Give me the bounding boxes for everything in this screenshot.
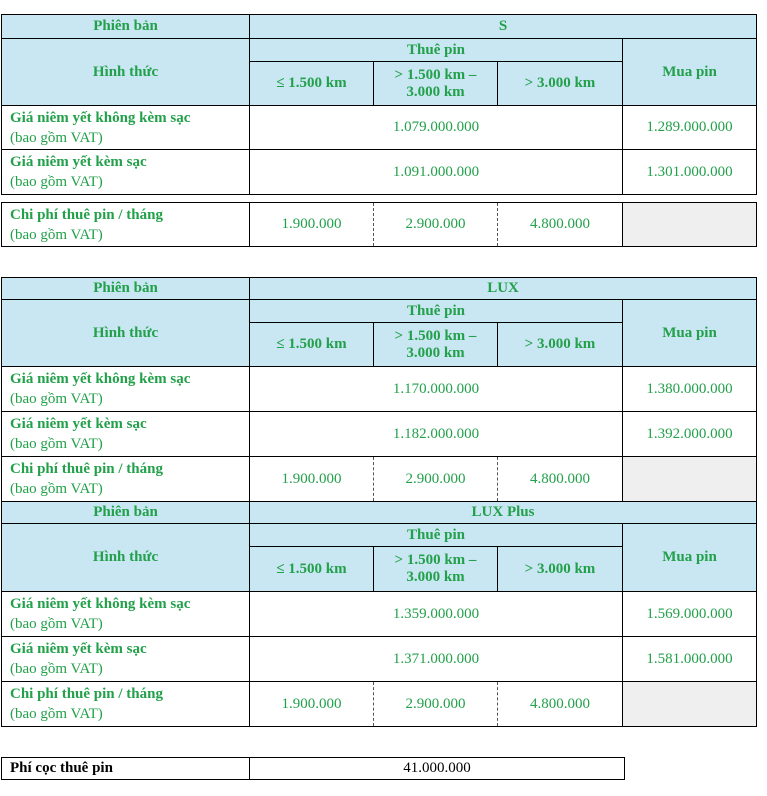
version-name: S bbox=[250, 15, 757, 39]
price-with-charger-rent: 1.371.000.000 bbox=[250, 637, 623, 682]
row-label-with-charger: Giá niêm yết kèm sạc (bao gồm VAT) bbox=[2, 412, 250, 457]
header-hinh-thuc: Hình thức bbox=[2, 300, 250, 367]
price-no-charger-buy: 1.380.000.000 bbox=[623, 367, 757, 412]
version-name: LUX bbox=[250, 278, 757, 300]
row-label-rent: Chi phí thuê pin / tháng (bao gồm VAT) bbox=[2, 682, 250, 727]
price-no-charger-rent: 1.170.000.000 bbox=[250, 367, 623, 412]
rent-tier-1: 1.900.000 bbox=[250, 457, 374, 502]
row-label-with-charger: Giá niêm yết kèm sạc (bao gồm VAT) bbox=[2, 637, 250, 682]
header-tier-1: ≤ 1.500 km bbox=[250, 547, 374, 592]
rent-tier-2: 2.900.000 bbox=[374, 203, 498, 247]
header-thue-pin: Thuê pin bbox=[250, 300, 623, 323]
price-with-charger-buy: 1.581.000.000 bbox=[623, 637, 757, 682]
row-label-no-charger: Giá niêm yết không kèm sạc (bao gồm VAT) bbox=[2, 592, 250, 637]
price-table-s bbox=[1, 14, 757, 247]
header-mua-pin: Mua pin bbox=[623, 300, 757, 367]
header-mua-pin: Mua pin bbox=[623, 524, 757, 592]
rent-tier-3: 4.800.000 bbox=[498, 203, 623, 247]
rent-tier-3: 4.800.000 bbox=[498, 457, 623, 502]
price-with-charger-buy: 1.392.000.000 bbox=[623, 412, 757, 457]
spacer bbox=[2, 195, 757, 203]
header-tier-3: > 3.000 km bbox=[498, 547, 623, 592]
price-with-charger-buy: 1.301.000.000 bbox=[623, 150, 757, 195]
price-no-charger-rent: 1.079.000.000 bbox=[250, 106, 623, 150]
header-tier-3: > 3.000 km bbox=[498, 62, 623, 106]
header-hinh-thuc: Hình thức bbox=[2, 524, 250, 592]
header-phien-ban: Phiên bản bbox=[2, 278, 250, 300]
row-label-rent: Chi phí thuê pin / tháng (bao gồm VAT) bbox=[2, 203, 250, 247]
header-tier-2: > 1.500 km – 3.000 km bbox=[374, 62, 498, 106]
header-hinh-thuc: Hình thức bbox=[2, 39, 250, 106]
rent-buy-empty bbox=[623, 682, 757, 727]
header-thue-pin: Thuê pin bbox=[250, 39, 623, 62]
rent-buy-empty bbox=[623, 457, 757, 502]
row-label-rent: Chi phí thuê pin / tháng (bao gồm VAT) bbox=[2, 457, 250, 502]
header-tier-1: ≤ 1.500 km bbox=[250, 62, 374, 106]
row-label-no-charger: Giá niêm yết không kèm sạc (bao gồm VAT) bbox=[2, 106, 250, 150]
price-with-charger-rent: 1.182.000.000 bbox=[250, 412, 623, 457]
price-no-charger-rent: 1.359.000.000 bbox=[250, 592, 623, 637]
deposit-value: 41.000.000 bbox=[250, 758, 625, 780]
header-tier-1: ≤ 1.500 km bbox=[250, 323, 374, 367]
header-tier-3: > 3.000 km bbox=[498, 323, 623, 367]
header-phien-ban: Phiên bản bbox=[2, 15, 250, 39]
rent-tier-3: 4.800.000 bbox=[498, 682, 623, 727]
price-no-charger-buy: 1.569.000.000 bbox=[623, 592, 757, 637]
rent-tier-2: 2.900.000 bbox=[374, 682, 498, 727]
rent-tier-2: 2.900.000 bbox=[374, 457, 498, 502]
price-no-charger-buy: 1.289.000.000 bbox=[623, 106, 757, 150]
row-label-with-charger: Giá niêm yết kèm sạc (bao gồm VAT) bbox=[2, 150, 250, 195]
header-mua-pin: Mua pin bbox=[623, 39, 757, 106]
rent-tier-1: 1.900.000 bbox=[250, 682, 374, 727]
row-label-no-charger: Giá niêm yết không kèm sạc (bao gồm VAT) bbox=[2, 367, 250, 412]
header-tier-2: > 1.500 km – 3.000 km bbox=[374, 323, 498, 367]
deposit-label: Phí cọc thuê pin bbox=[2, 758, 250, 780]
version-name: LUX Plus bbox=[250, 502, 757, 524]
price-with-charger-rent: 1.091.000.000 bbox=[250, 150, 623, 195]
header-thue-pin: Thuê pin bbox=[250, 524, 623, 547]
header-tier-2: > 1.500 km – 3.000 km bbox=[374, 547, 498, 592]
rent-buy-empty bbox=[623, 203, 757, 247]
deposit-table bbox=[1, 757, 625, 780]
price-table-lux bbox=[1, 277, 757, 727]
rent-tier-1: 1.900.000 bbox=[250, 203, 374, 247]
header-phien-ban: Phiên bản bbox=[2, 502, 250, 524]
